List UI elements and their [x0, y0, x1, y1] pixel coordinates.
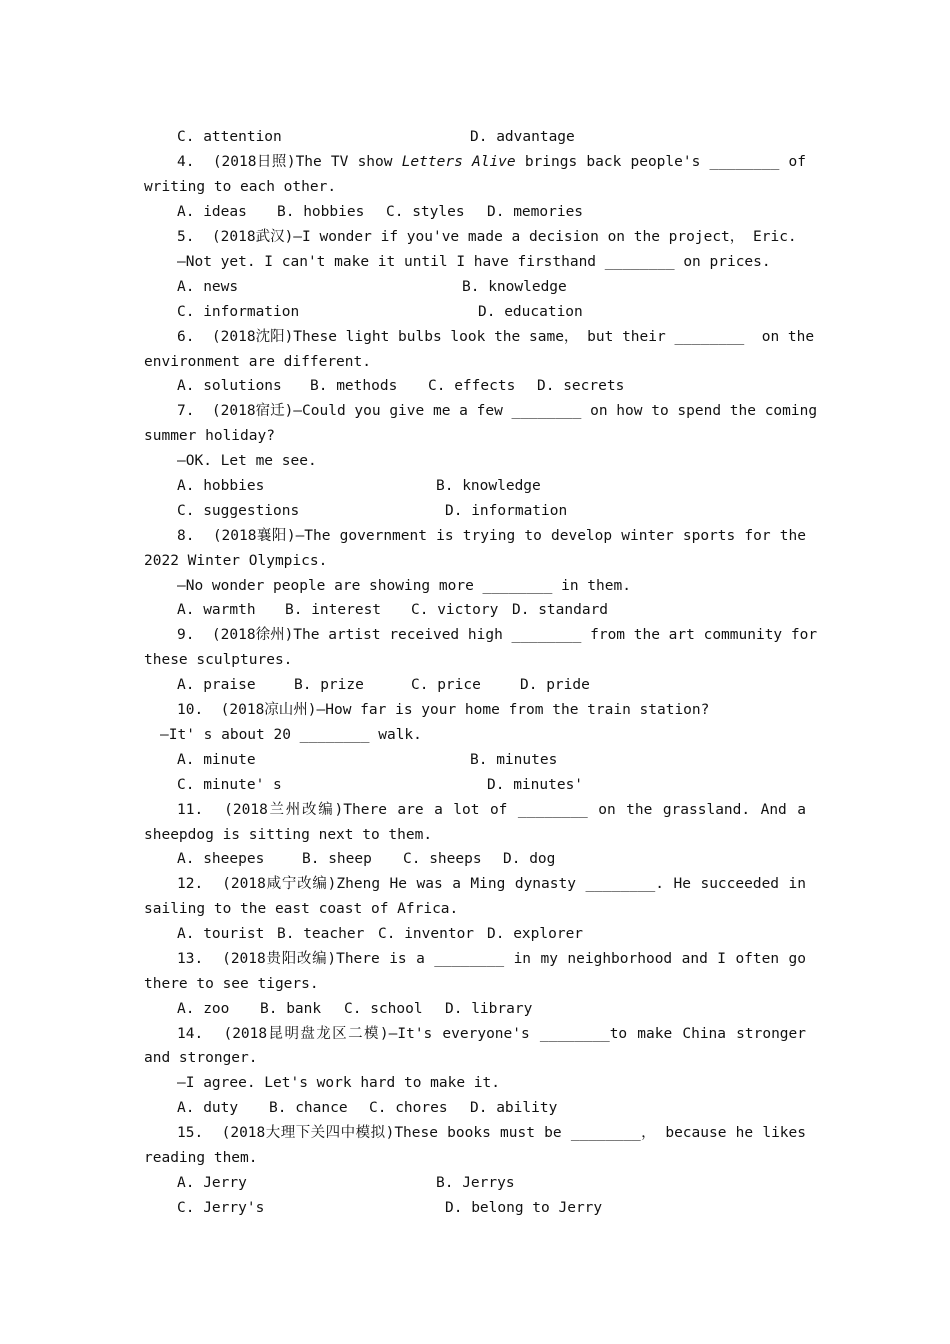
option-d: D. ability — [470, 1100, 558, 1116]
q7-options-ab — [177, 476, 541, 496]
q10-stem: 10. (2018凉山州)—How far is your home from the train station? — [177, 702, 710, 718]
q8-reply: —No wonder people are showing more ________ in them. — [177, 578, 631, 594]
option-b: B. prize — [294, 677, 364, 693]
q8-stem: 8. (2018襄阳)—The government is trying to develop winter sports for the — [177, 528, 806, 544]
q13-stem-cont: there to see tigers. — [144, 976, 319, 992]
q5-reply: —Not yet. I can't make it until I have firsthand ________ on prices. — [177, 254, 771, 270]
option-c: C. information — [177, 304, 300, 320]
q8-stem-cont: 2022 Winter Olympics. — [144, 553, 328, 569]
q9-stem-cont: these sculptures. — [144, 652, 293, 668]
option-b: B. interest — [285, 602, 382, 618]
q6-options — [177, 376, 625, 396]
q5-options-ab — [177, 277, 567, 297]
option-d: D. pride — [520, 677, 590, 693]
q14-stem-cont: and stronger. — [144, 1050, 258, 1066]
option-c: C. attention — [177, 129, 282, 145]
option-a: A. praise — [177, 677, 256, 693]
option-c: C. inventor — [378, 926, 475, 942]
option-a: A. minute — [177, 752, 256, 768]
q4-stem-cont: writing to each other. — [144, 179, 337, 195]
option-d: D. standard — [512, 602, 609, 618]
option-c: C. school — [344, 1001, 423, 1017]
option-d: D. secrets — [537, 378, 625, 394]
option-b: B. bank — [260, 1001, 322, 1017]
option-c: C. victory — [411, 602, 499, 618]
q13-stem: 13. (2018贵阳改编)There is a ________ in my neighborhood and I often go — [177, 951, 806, 967]
option-d: D. education — [478, 304, 583, 320]
q11-stem: 11. (2018兰州改编)There are a lot of ________ on the grassland. And a — [177, 802, 806, 818]
q13-options — [177, 999, 533, 1019]
option-a: A. news — [177, 279, 239, 295]
option-c: C. chores — [369, 1100, 448, 1116]
option-b: B. sheep — [302, 851, 372, 867]
option-a: A. zoo — [177, 1001, 230, 1017]
q10-options-cd — [177, 775, 584, 795]
option-b: B. knowledge — [462, 279, 567, 295]
option-d: D. information — [445, 503, 568, 519]
q6-stem-cont: environment are different. — [144, 354, 371, 370]
option-d: D. belong to Jerry — [445, 1200, 603, 1216]
q14-reply: —I agree. Let's work hard to make it. — [177, 1075, 501, 1091]
option-b: B. knowledge — [436, 478, 541, 494]
option-d: D. advantage — [470, 129, 575, 145]
q11-stem-cont: sheepdog is sitting next to them. — [144, 827, 433, 843]
option-b: B. methods — [310, 378, 398, 394]
q10-reply: —It' s about 20 ________ walk. — [160, 727, 422, 743]
q10-options-ab — [177, 750, 558, 770]
q15-stem-cont: reading them. — [144, 1150, 258, 1166]
option-b: B. hobbies — [277, 204, 365, 220]
option-d: D. memories — [487, 204, 584, 220]
q5-stem: 5. (2018武汉)—I wonder if you've made a decision on the project， Eric. — [177, 229, 797, 245]
option-a: A. solutions — [177, 378, 282, 394]
show-title: Letters Alive — [401, 154, 516, 170]
option-a: A. sheepes — [177, 851, 265, 867]
option-d: D. dog — [503, 851, 556, 867]
q5-options-cd — [177, 302, 583, 322]
option-c: C. price — [411, 677, 481, 693]
option-b: B. chance — [269, 1100, 348, 1116]
q4-options — [177, 202, 584, 222]
option-c: C. Jerry's — [177, 1200, 265, 1216]
option-d: D. library — [445, 1001, 533, 1017]
option-a: A. Jerry — [177, 1175, 247, 1191]
q12-stem-cont: sailing to the east coast of Africa. — [144, 901, 459, 917]
q11-options — [177, 849, 556, 869]
option-c: C. suggestions — [177, 503, 300, 519]
q15-options-ab — [177, 1173, 515, 1193]
option-c: C. effects — [428, 378, 516, 394]
q6-stem: 6. (2018沈阳)These light bulbs look the same， but their ________ on the — [177, 329, 815, 345]
option-c: C. sheeps — [403, 851, 482, 867]
q7-stem: 7. (2018宿迁)—Could you give me a few ________ on how to spend the coming — [177, 403, 818, 419]
option-b: B. teacher — [277, 926, 365, 942]
q3-options-cd — [177, 127, 575, 147]
q7-stem-cont: summer holiday? — [144, 428, 275, 444]
option-a: A. hobbies — [177, 478, 265, 494]
option-a: A. warmth — [177, 602, 256, 618]
q15-stem: 15. (2018大理下关四中模拟)These books must be ________， because he likes — [177, 1125, 806, 1141]
q9-stem: 9. (2018徐州)The artist received high ________ from the art community for — [177, 627, 818, 643]
option-a: A. tourist — [177, 926, 265, 942]
q8-options — [177, 600, 609, 620]
q9-options — [177, 675, 590, 695]
q4-stem: 4. (2018日照)The TV show Letters Alive brings back people's ________ of — [177, 154, 806, 170]
q15-options-cd — [177, 1198, 603, 1218]
option-b: B. minutes — [470, 752, 558, 768]
q7-reply: —OK. Let me see. — [177, 453, 317, 469]
q14-stem: 14. (2018昆明盘龙区二模)—It's everyone's ________to make China stronger — [177, 1026, 806, 1042]
q12-stem: 12. (2018咸宁改编)Zheng He was a Ming dynasty ________. He succeeded in — [177, 876, 806, 892]
option-b: B. Jerrys — [436, 1175, 515, 1191]
q12-options — [177, 924, 584, 944]
option-c: C. styles — [386, 204, 465, 220]
option-a: A. ideas — [177, 204, 247, 220]
option-d: D. minutes' — [487, 777, 584, 793]
q14-options — [177, 1098, 558, 1118]
option-d: D. explorer — [487, 926, 584, 942]
option-a: A. duty — [177, 1100, 239, 1116]
q7-options-cd — [177, 501, 568, 521]
option-c: C. minute' s — [177, 777, 282, 793]
